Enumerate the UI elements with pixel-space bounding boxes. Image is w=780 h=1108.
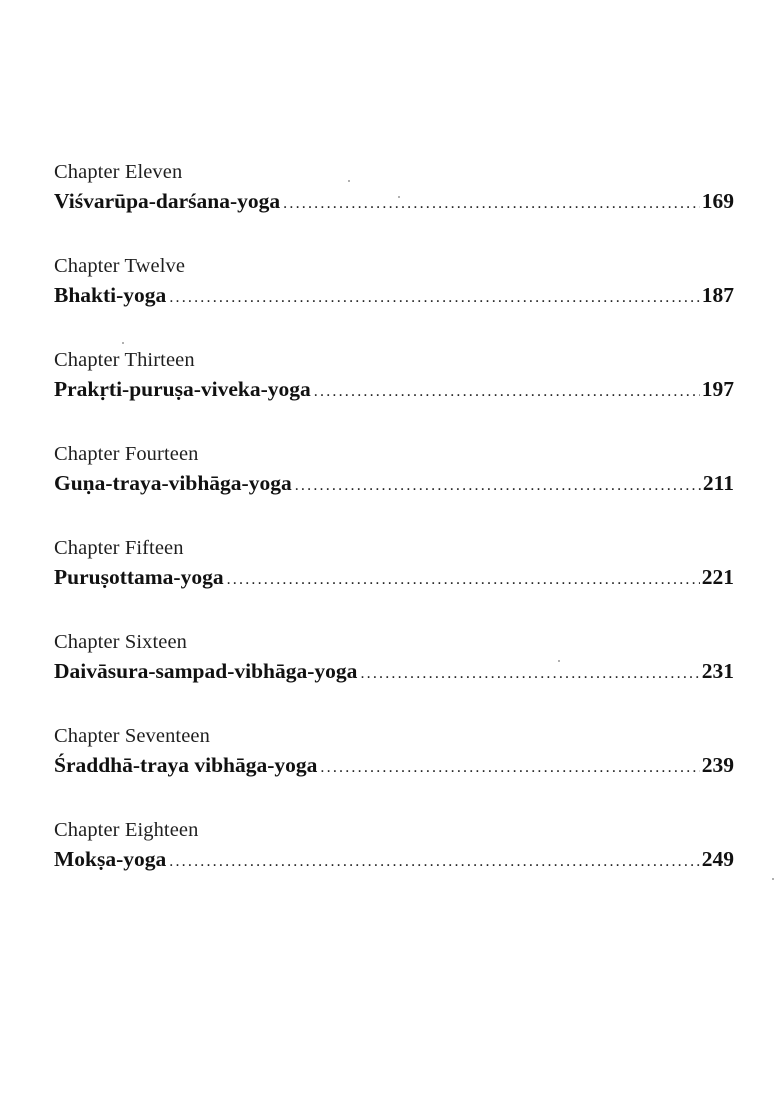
page-number: 231: [701, 659, 734, 683]
chapter-title-row[interactable]: [54, 280, 734, 310]
chapter-title-row[interactable]: [54, 750, 734, 780]
chapter-label: Chapter Sixteen: [54, 631, 188, 653]
page-number: 169: [701, 189, 734, 213]
dot-leader: [169, 847, 699, 877]
page-number: 249: [701, 847, 734, 871]
chapter-title: Prakṛti-puruṣa-viveka-yoga: [54, 377, 311, 401]
chapter-title-row[interactable]: [54, 562, 734, 592]
scan-speck: [348, 180, 350, 182]
dot-leader: [295, 471, 701, 501]
toc-entry[interactable]: [54, 816, 734, 910]
chapter-label: Chapter Fifteen: [54, 537, 184, 559]
chapter-title: Viśvarūpa-darśana-yoga: [54, 189, 281, 213]
chapter-label: Chapter Eighteen: [54, 819, 199, 841]
dot-leader: [320, 753, 699, 783]
chapter-label: Chapter Eleven: [54, 161, 183, 183]
toc-entry[interactable]: [54, 722, 734, 816]
page-number: 221: [701, 565, 734, 589]
chapter-label: Chapter Thirteen: [54, 349, 195, 371]
chapter-title: Mokṣa-yoga: [54, 847, 167, 871]
page-number: 187: [701, 283, 734, 307]
dot-leader: [360, 659, 699, 689]
chapter-title: Puruṣottama-yoga: [54, 565, 224, 589]
chapter-title: Guṇa-traya-vibhāga-yoga: [54, 471, 292, 495]
dot-leader: [283, 189, 700, 219]
scan-speck: [122, 342, 124, 344]
chapter-label: Chapter Twelve: [54, 255, 186, 277]
dot-leader: [169, 283, 699, 313]
toc-entry[interactable]: [54, 158, 734, 252]
chapter-title: Daivāsura-sampad-vibhāga-yoga: [54, 659, 358, 683]
chapter-title: Śraddhā-traya vibhāga-yoga: [54, 753, 318, 777]
toc-entry[interactable]: [54, 440, 734, 534]
chapter-title-row[interactable]: [54, 186, 734, 216]
chapter-title-row[interactable]: [54, 844, 734, 874]
scan-speck: [558, 660, 560, 662]
toc-entry[interactable]: [54, 534, 734, 628]
page-number: 197: [701, 377, 734, 401]
chapter-title-row[interactable]: [54, 656, 734, 686]
toc-entry[interactable]: [54, 252, 734, 346]
page-number: 239: [701, 753, 734, 777]
chapter-title-row[interactable]: [54, 374, 734, 404]
page-number: 211: [702, 471, 734, 495]
toc-entry[interactable]: [54, 628, 734, 722]
scan-speck: [772, 878, 774, 880]
chapter-title: Bhakti-yoga: [54, 283, 167, 307]
scan-speck: [398, 196, 400, 198]
toc-entry[interactable]: [54, 346, 734, 440]
dot-leader: [314, 377, 700, 407]
chapter-title-row[interactable]: [54, 468, 734, 498]
dot-leader: [227, 565, 700, 595]
chapter-label: Chapter Fourteen: [54, 443, 199, 465]
chapter-label: Chapter Seventeen: [54, 725, 210, 747]
table-of-contents: [54, 158, 734, 910]
